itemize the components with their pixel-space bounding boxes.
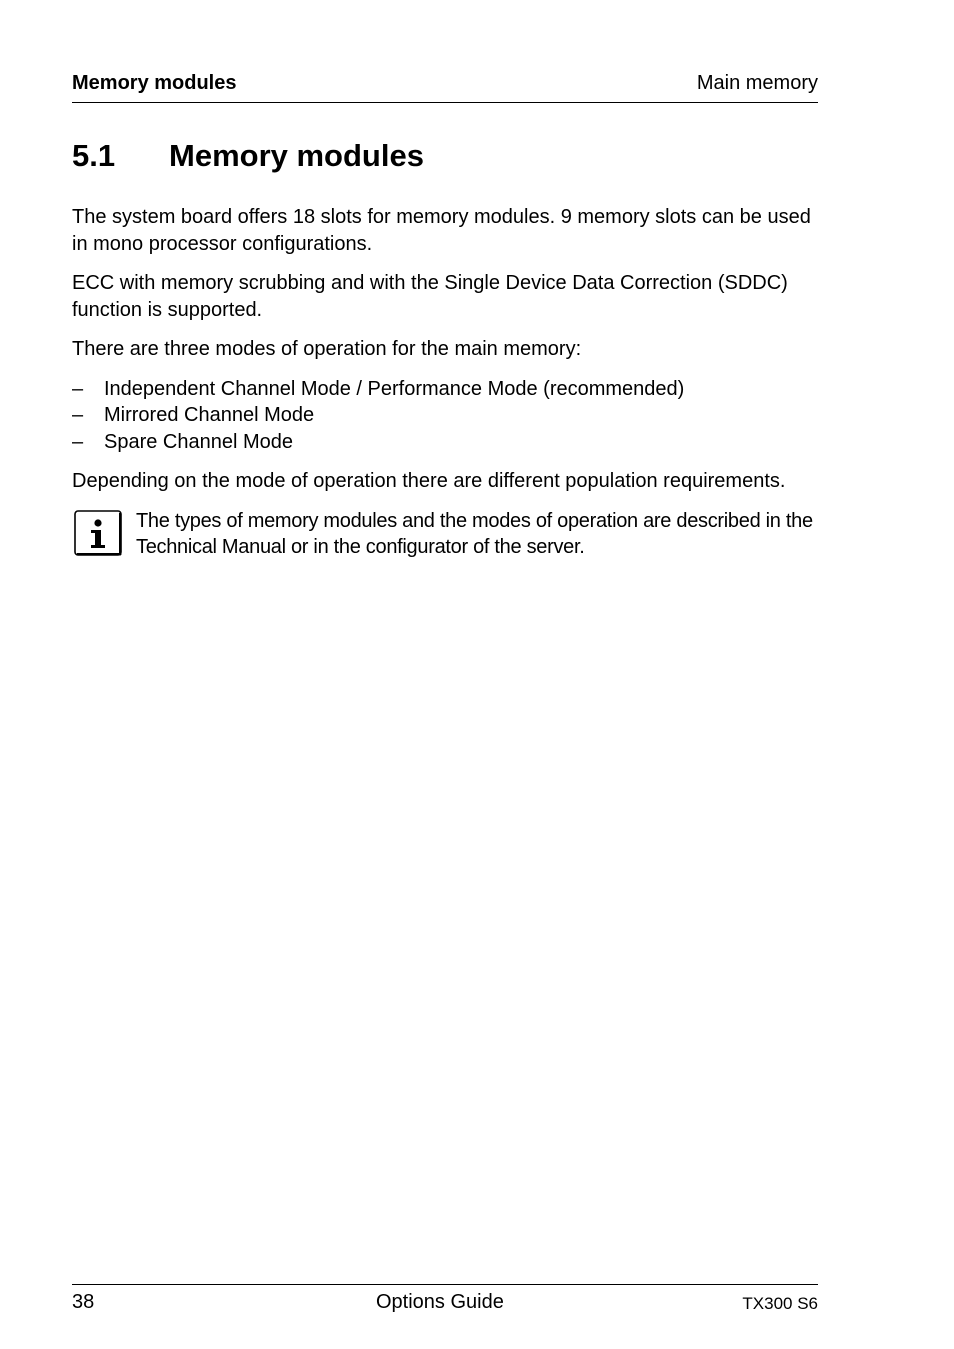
- list-item: [72, 376, 820, 403]
- paragraph-population: Depending on the mode of operation there are different population requirements.: [72, 470, 786, 492]
- section-heading: [72, 138, 424, 174]
- list-item-label: Spare Channel Mode: [104, 430, 294, 453]
- header-chapter-title: Memory modules: [72, 72, 237, 94]
- main-content: [72, 204, 820, 561]
- list-item: [72, 429, 820, 456]
- section-number: 5.1: [72, 138, 116, 173]
- paragraph-ecc: ECC with memory scrubbing and with the Single Device Data Correction (SDDC) function is supported.: [72, 272, 788, 321]
- info-note: [72, 508, 820, 561]
- list-item-label: Mirrored Channel Mode: [104, 404, 315, 426]
- note-text: The types of memory modules and the modes of operation are described in the Technical Manual or in the configurator of the server.: [136, 509, 813, 558]
- header-section-title: Main memory: [696, 72, 818, 94]
- page-header: [72, 70, 818, 103]
- page-footer: [72, 1284, 818, 1325]
- paragraph-modes-intro: There are three modes of operation for the main memory:: [72, 338, 582, 360]
- page-number: 38: [72, 1291, 95, 1313]
- footer-document-title: Options Guide: [376, 1291, 504, 1313]
- footer-product-name: TX300 S6: [742, 1294, 818, 1313]
- list-item: [72, 402, 820, 429]
- section-title: Memory modules: [169, 138, 424, 173]
- info-icon: [74, 510, 122, 556]
- bullet-dash: –: [72, 404, 84, 426]
- list-item-label: Independent Channel Mode / Performance Mode (recommended): [104, 377, 685, 400]
- bullet-dash: –: [72, 377, 84, 400]
- paragraph-slots: The system board offers 18 slots for memory modules. 9 memory slots can be used in mono processor configurations.: [72, 206, 811, 255]
- modes-list: [72, 376, 820, 456]
- bullet-dash: –: [72, 430, 84, 453]
